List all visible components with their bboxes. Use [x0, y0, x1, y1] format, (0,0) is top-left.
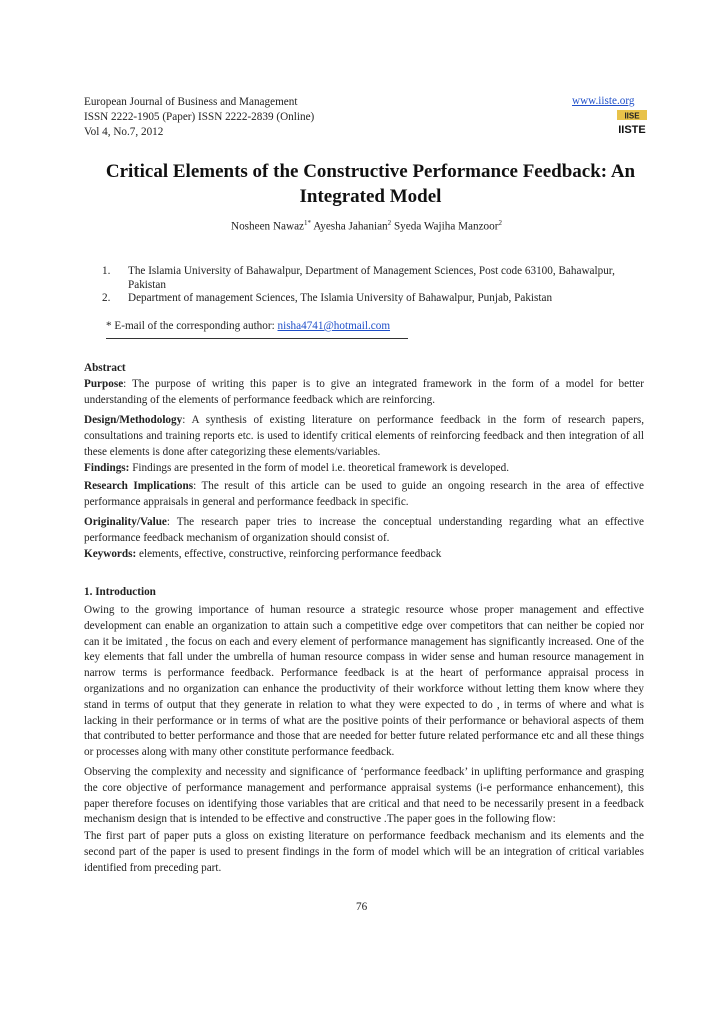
design-text: : A synthesis of existing literature on performance feedback in the form of research papers, consultations and training reports etc. is used to identify critical elements of reinforcing feedback and then integration of all these elements is done after categorizing these elements/variables.: [84, 414, 644, 458]
findings-text: Findings are presented in the form of model i.e. theoretical framework is developed.: [129, 462, 510, 474]
implications-text: : The result of this article can be used to guide an ongoing research in the area of effective performance appraisals in general and performance feedback in specific.: [84, 480, 644, 508]
abstract-findings: [84, 461, 644, 477]
affiliation-1-number: 1.: [102, 265, 111, 277]
abstract-design: [84, 413, 644, 460]
logo-text-top: IISE: [624, 111, 640, 121]
abstract-implications: [84, 479, 644, 511]
introduction-heading: 1. Introduction: [84, 586, 156, 598]
corresponding-email: [106, 320, 390, 332]
author-line: [84, 219, 649, 233]
affiliation-2: [102, 292, 642, 306]
author-2-affil: 2: [387, 219, 392, 227]
affiliation-1: [102, 265, 642, 293]
design-label: Design/Methodology: [84, 414, 183, 426]
author-2: Ayesha Jahanian: [313, 220, 388, 233]
author-1: Nosheen Nawaz: [231, 220, 304, 233]
affiliation-2-number: 2.: [102, 292, 111, 304]
introduction-paragraph-3: The first part of paper puts a gloss on existing literature on performance feedback mechanism and its elements and the second part of the paper is used to present findings in the form of model which will be an integration of critical variables identified from preceding part.: [84, 830, 644, 874]
iiste-logo: [617, 110, 647, 135]
volume-line: Vol 4, No.7, 2012: [84, 126, 164, 138]
author-3-affil: 2: [498, 219, 502, 227]
email-label: * E-mail of the corresponding author:: [106, 320, 278, 332]
issn-line: ISSN 2222-1905 (Paper) ISSN 2222-2839 (Online): [84, 111, 315, 123]
introduction-paragraph-1: Owing to the growing importance of human resource a strategic resource whose proper management and effective development can enable an organization to attain such a competitive edge over competitors that can neither be copied nor can it be imitated , the focus on each and every element of performance management has significantly increased. One of the key elements that fall under the umbrella of human resource compass in wider sense and human resource management in narrow terms is performance feedback. Performance feedback is at the heart of performance appraisal process in organizations and no organization can enhance the productivity of their workforce without letting them know where they stand in terms of output that they generate in relation to what they were expected to do , in terms of where and what is lacking in their performance or in terms of what are the positive points of their performance or behavioral aspects of them that contributed to better performance and those that are needed for better future related performance etc and all these things or processes along with many other constitute performance feedback.: [84, 604, 644, 759]
email-link[interactable]: nisha4741@hotmail.com: [277, 320, 391, 332]
page-number: 76: [356, 901, 368, 913]
abstract-heading: Abstract: [84, 362, 126, 374]
affiliation-2-text: Department of management Sciences, The Islamia University of Bahawalpur, Punjab, Pakistan: [128, 292, 553, 304]
abstract-originality: [84, 515, 644, 547]
abstract-purpose: [84, 377, 644, 409]
author-3: Syeda Wajiha Manzoor: [393, 220, 499, 233]
originality-label: Originality/Value: [84, 516, 167, 528]
logo-text-bottom: IISTE: [618, 124, 646, 135]
affiliation-1-text: The Islamia University of Bahawalpur, Department of Management Sciences, Post code 63100, Bahawalpur, Pakistan: [128, 265, 615, 291]
keywords-label: Keywords:: [84, 548, 137, 560]
abstract-keywords: [84, 547, 644, 563]
purpose-text: : The purpose of writing this paper is to give an integrated framework in the form of a model for better understanding of the elements of performance feedback which are reinforcing.: [84, 378, 644, 406]
introduction-paragraph-2: Observing the complexity and necessity and significance of ‘performance feedback’ in uplifting performance and grasping the core objective of performance management and performance appraisal systems (i-e performance enhancement), this paper therefore focuses on identifying those variables that are critical and that need to be necessarily present in a feedback mechanism design that is intended to be effective and constructive .The paper goes in the following flow:: [84, 766, 644, 826]
implications-label: Research Implications: [84, 480, 194, 492]
purpose-label: Purpose: [84, 378, 124, 390]
keywords-text: elements, effective, constructive, reinforcing performance feedback: [136, 548, 442, 560]
author-1-affil: 1*: [304, 219, 311, 227]
findings-label: Findings:: [84, 462, 130, 474]
originality-text: : The research paper tries to increase the conceptual understanding regarding what an effective performance feedback mechanism of organization should consist of.: [84, 516, 644, 544]
journal-url-link[interactable]: www.iiste.org: [572, 95, 635, 107]
journal-name: European Journal of Business and Management: [84, 96, 298, 108]
email-divider: [106, 338, 408, 339]
paper-title: Critical Elements of the Constructive Performance Feedback: An Integrated Model: [105, 161, 636, 207]
